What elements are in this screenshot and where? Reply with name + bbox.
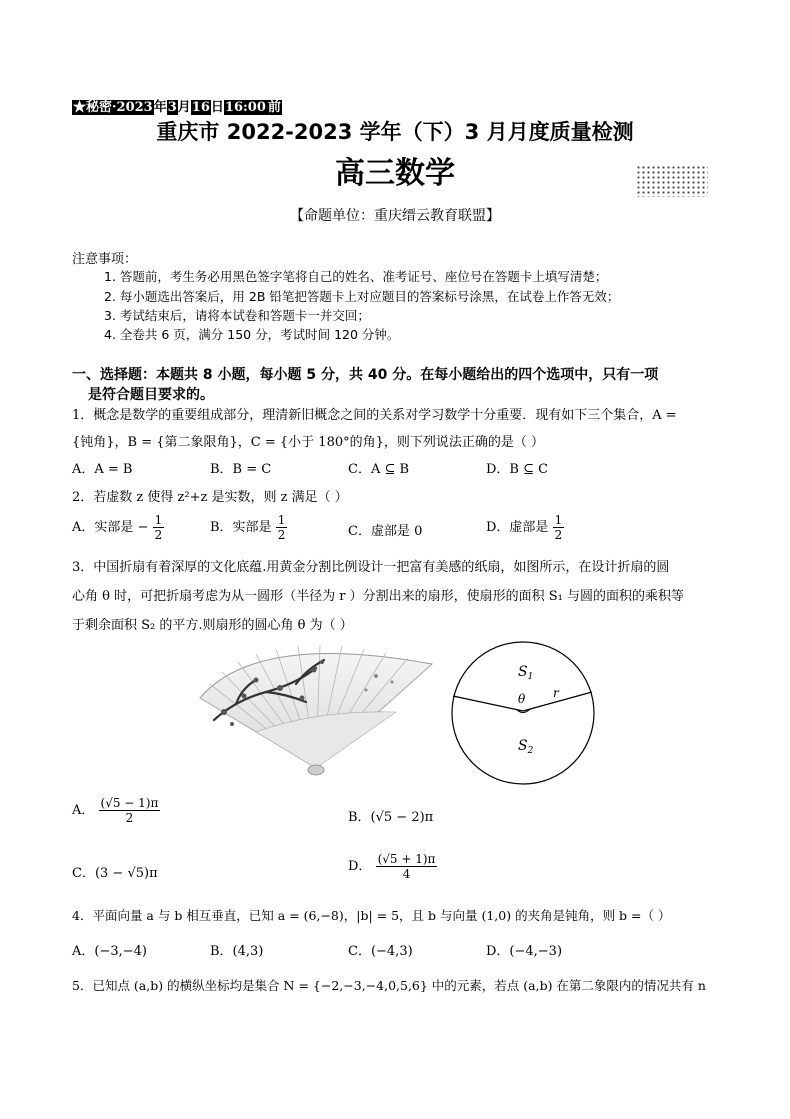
- q5-line: 5．已知点 (a,b) 的横纵坐标均是集合 N = {−2,−3,−4,0,5,6} 中的元素，若点 (a,b) 在第二象限内的情况共有 n: [72, 978, 706, 993]
- q1-option-a: A．A = B: [72, 462, 133, 477]
- dot-pattern-decoration: [636, 165, 708, 197]
- q1-line1: 1．概念是数学的重要组成部分，理清新旧概念之间的关系对学习数学十分重要．现有如下三个集合，A =: [72, 408, 677, 423]
- label-s1-letter: S: [518, 664, 528, 680]
- fraction: [153, 513, 165, 542]
- q3-option-d-label: D．: [348, 859, 372, 874]
- q2-option-b-text: B．实部是: [210, 520, 272, 535]
- exam-unit: 【命题单位：重庆缙云教育联盟】: [290, 208, 500, 224]
- q4-option-c: C．(−4,3): [348, 944, 413, 959]
- q2-option-a: [72, 513, 164, 542]
- q3-option-d: [348, 852, 437, 881]
- note-item: 2. 每小题选出答案后，用 2B 铅笔把答题卡上对应题目的答案标号涂黑，在试卷上作答无效；: [104, 289, 620, 304]
- q1-option-d: D．B ⊆ C: [486, 462, 549, 477]
- fraction: [99, 796, 161, 825]
- label-s2-sub: 2: [527, 746, 534, 756]
- fraction-denominator: 2: [277, 528, 286, 542]
- label-s2-letter: S: [518, 738, 528, 754]
- label-s2: [518, 738, 534, 756]
- note-item: 3. 考试结束后，请将本试卷和答题卡一并交回；: [104, 308, 370, 323]
- secret-suffix: 前: [267, 100, 281, 115]
- fraction-denominator: 2: [154, 528, 163, 542]
- fraction: [376, 852, 438, 881]
- fraction-denominator: 4: [402, 867, 411, 881]
- label-s1: [518, 664, 533, 682]
- sector-diagram: [448, 640, 598, 788]
- exam-title: 重庆市 2022-2023 学年（下）3 月月度质量检测: [156, 120, 634, 144]
- q4-option-a: A．(−3,−4): [72, 944, 147, 959]
- folding-fan-image: [196, 640, 436, 780]
- secret-prefix: ★秘密·2023: [73, 100, 153, 115]
- q3-option-b: B．(√5 − 2)π: [348, 810, 434, 825]
- fraction-numerator: 1: [554, 513, 563, 527]
- label-s1-sub: 1: [527, 672, 534, 682]
- q3-option-a: [72, 796, 160, 825]
- secret-time: 16:00: [224, 100, 266, 115]
- q2-option-d-text: D．虚部是: [486, 520, 549, 535]
- notes-heading: 注意事项：: [72, 252, 138, 267]
- secret-year-sep: 年: [153, 100, 167, 115]
- q2-line: 2．若虚数 z 使得 z²+z 是实数，则 z 满足（ ）: [72, 490, 348, 505]
- fraction-numerator: 1: [154, 513, 163, 527]
- section-heading-line1: 一、选择题：本题共 8 小题，每小题 5 分，共 40 分。在每小题给出的四个选项中，只有一项: [72, 367, 659, 383]
- q3-line3: 于剩余面积 S₂ 的平方.则扇形的圆心角 θ 为（ ）: [72, 618, 353, 633]
- q4-option-d: D．(−4,−3): [486, 944, 563, 959]
- fraction-denominator: 2: [125, 811, 134, 825]
- secret-month: 3: [167, 100, 177, 115]
- fraction-denominator: 2: [554, 528, 563, 542]
- fraction-numerator: 1: [277, 513, 286, 527]
- fraction: [276, 513, 288, 542]
- q3-option-c: C．(3 − √5)π: [72, 866, 158, 881]
- secret-month-sep: 月: [177, 100, 191, 115]
- q2-option-d: [486, 513, 564, 542]
- q2-option-b: [210, 513, 287, 542]
- secret-day: 16: [191, 100, 210, 115]
- section-heading-line2: 是符合题目要求的。: [88, 387, 214, 403]
- q4-option-b: B．(4,3): [210, 944, 264, 959]
- note-item: 1. 答题前，考生务必用黑色签字笔将自己的姓名、准考证号、座位号在答题卡上填写清楚；: [104, 269, 608, 284]
- label-theta: θ: [518, 692, 526, 706]
- confidential-line: [72, 96, 282, 115]
- fraction: [553, 513, 565, 542]
- label-r: r: [553, 686, 559, 700]
- q1-line2: {钝角}，B = {第二象限角}，C = {小于 180°的角}，则下列说法正确的是（ ）: [72, 435, 545, 450]
- secret-day-sep: 日: [210, 100, 224, 115]
- q4-line: 4．平面向量 a 与 b 相互垂直，已知 a = (6,−8)，|b| = 5，且 b 与向量 (1,0) 的夹角是钝角，则 b =（ ）: [72, 908, 671, 923]
- note-item: 4. 全卷共 6 页，满分 150 分，考试时间 120 分钟。: [104, 327, 400, 342]
- exam-subject: 高三数学: [335, 156, 455, 191]
- q3-line1: 3．中国折扇有着深厚的文化底蕴.用黄金分割比例设计一把富有美感的纸扇，如图所示，在设计折扇的圆: [72, 560, 670, 575]
- q3-option-a-label: A．: [72, 803, 95, 818]
- q1-option-c: C．A ⊆ B: [348, 462, 410, 477]
- q3-line2: 心角 θ 时，可把折扇考虑为从一圆形（半径为 r ）分割出来的扇形，使扇形的面积 S₁ 与圆的面积的乘积等: [72, 589, 684, 604]
- fraction-numerator: (√5 + 1)π: [377, 852, 436, 866]
- q2-option-a-text: A．实部是 −: [72, 520, 149, 535]
- fraction-numerator: (√5 − 1)π: [100, 796, 159, 810]
- q2-option-c: C．虚部是 0: [348, 524, 423, 539]
- q1-option-b: B．B = C: [210, 462, 272, 477]
